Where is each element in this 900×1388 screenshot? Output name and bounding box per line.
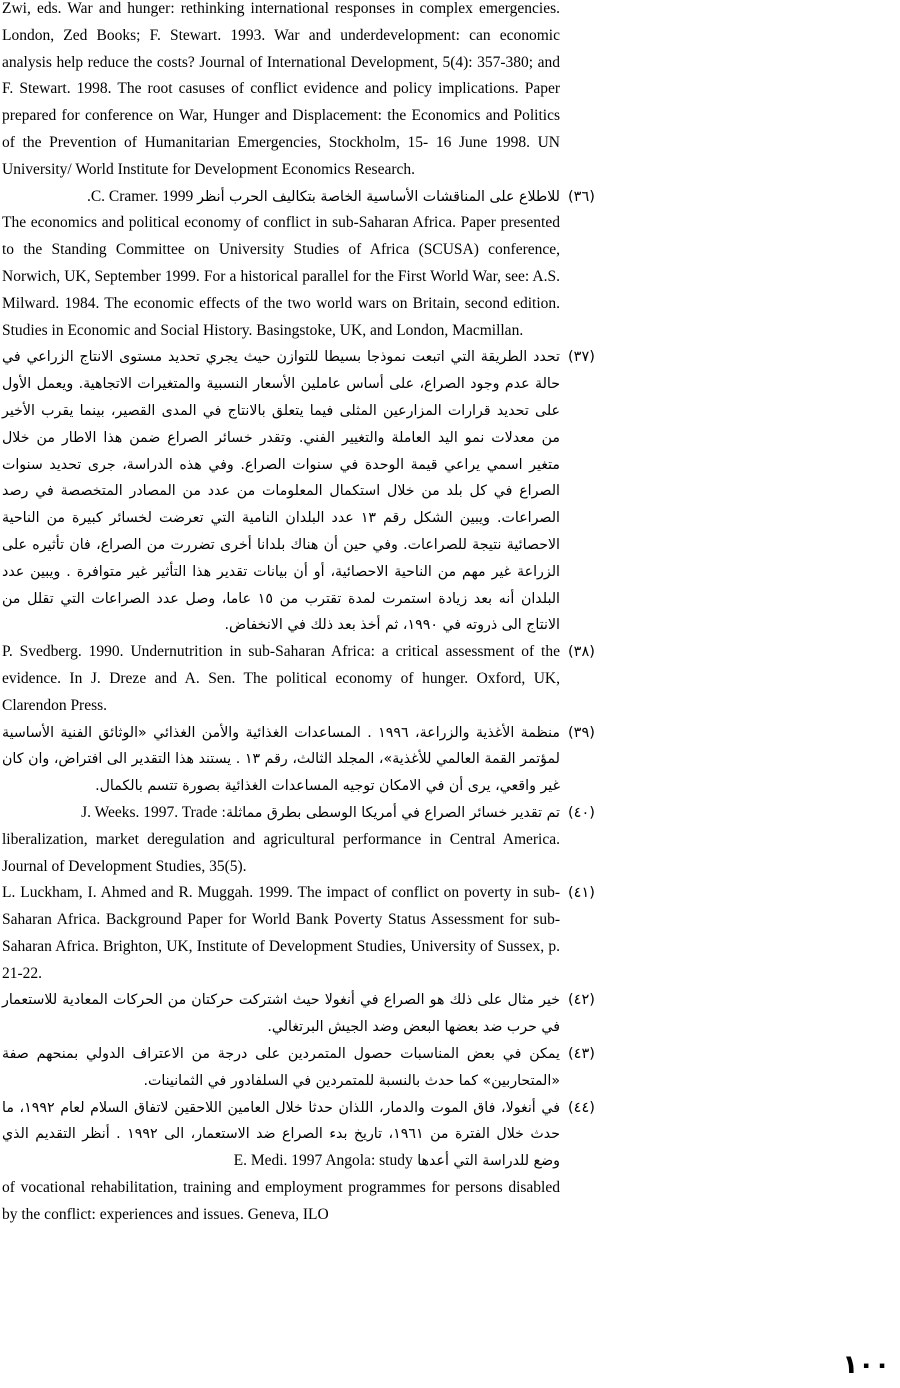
footnote-37 bbox=[2, 344, 595, 639]
footnote-44-english: E. Medi. 1997 Angola: study bbox=[233, 1152, 413, 1170]
footnote-43 bbox=[2, 1041, 595, 1095]
footnote-42-text: خير مثال على ذلك هو الصراع في أنغولا حيث اشتركت حركتان من الحركات المعادية للاستعمار في حرب ضد بعضها البعض وضد الجيش البرتغالي. bbox=[2, 992, 560, 1036]
footnote-40-english: J. Weeks. 1997. Trade bbox=[81, 803, 218, 821]
footnote-40 bbox=[2, 800, 595, 880]
footnote-36-arabic: للاطلاع على المناقشات الأساسية الخاصة بتكاليف الحرب أنظر bbox=[197, 188, 560, 205]
footnote-36 bbox=[2, 184, 595, 345]
footnote-44-text bbox=[2, 1095, 560, 1175]
footnote-40-text: liberalization, market deregulation and agricultural performance in Central America. Journal of Development Studies, 35(5). bbox=[2, 830, 560, 875]
footnote-number: (٤٣) bbox=[568, 1046, 595, 1063]
footnote-39 bbox=[2, 720, 595, 800]
footnotes-column bbox=[2, 0, 595, 1229]
footnote-36-english: C. Cramer. 1999. bbox=[86, 187, 194, 205]
footnote-41 bbox=[2, 880, 595, 987]
footnote-37-text: تحدد الطريقة التي اتبعت نموذجا بسيطا للتوازن حيث يجري تحديد مستوى الانتاج الزراعي في حالة عدم وجود الصراع، على أساس عاملين الأسعار النسبية والمتغيرات الاتجاهية. ويعمل الأول على تحديد قرارات المزارعين المثلى فيما يتعلق بالانتاج في المدى القصير، بينما يقرب الأخير من معدلات نمو اليد العاملة والتغيير الفني. وتقدر خسائر الصراع ضمن هذا الاطار من خلال متغير اسمي يراعي قيمة الوحدة في سنوات الصراع. وفي هذه الدراسة، جرى تحديد سنوات الصراع في كل بلد من خلال استكمال المعلومات من عدد من المصادر المتخصصة في رصد الصراعات. ويبين الشكل رقم ١٣ عدد البلدان النامية التي تعرضت لخسائر كبيرة من الناحية الاحصائية نتيجة للصراعات. وفي حين أن هناك بلدانا أخرى تضررت من الصراع، فان تأثيره على الزراعة غير مهم من الناحية الاحصائية، أو أن بيانات تقدير هذا التأثير غير متوافرة . ويبين عدد البلدان أنه بعد زيادة استمرت لمدة تقترب من ١٥ عاما، وصل عدد الصراعات التي تقلل من الانتاج الى ذروته في ١٩٩٠، ثم أخذ بعد ذلك في الانخفاض. bbox=[2, 349, 560, 634]
footnote-40-arabic: تم تقدير خسائر الصراع في أمريكا الوسطى بطرق مماثلة: bbox=[221, 804, 560, 821]
footnote-continuation: Zwi, eds. War and hunger: rethinking international responses in complex emergencies. London, Zed Books; F. Stewart. 1993. War and underdevelopment: can economic analysis help reduce the costs? Journal of International Development, 5(4): 357-380; and F. Stewart. 1998. The root casuses of conflict evidence and policy implications. Paper prepared for conference on War, Hunger and Displacement: the Economics and Politics of the Prevention of Humanitarian Emergencies, Stockholm, 15- 16 June 1998. UN University/ World Institute for Development Economics Research. bbox=[2, 0, 560, 178]
footnote-number: (٣٨) bbox=[568, 644, 595, 661]
page-number: ١٠٠ bbox=[842, 1350, 890, 1380]
footnote-40-lead bbox=[2, 800, 560, 827]
footnote-44-arabic: أنظر التقديم الذي وضع للدراسة التي أعدها bbox=[2, 1126, 560, 1170]
footnote-38 bbox=[2, 639, 595, 719]
footnote-number: (٤١) bbox=[568, 885, 595, 902]
footnote-number: (٤٠) bbox=[568, 804, 595, 821]
footnote-number: (٣٦) bbox=[568, 188, 595, 205]
footnote-number: (٣٧) bbox=[568, 349, 595, 366]
footnote-44 bbox=[2, 1095, 595, 1229]
footnote-44-tail: of vocational rehabilitation, training and employment programmes for persons disabled by the conflict: experiences and issues. Geneva, ILO bbox=[2, 1179, 560, 1223]
footnote-43-text: يمكن في بعض المناسبات حصول المتمردين على درجة من الاعتراف الدولي بمنحهم صفة «المتحاربين» كما حدث بالنسبة للمتمردين في السلفادور في الثمانينات. bbox=[2, 1046, 560, 1089]
footnote-41-text: L. Luckham, I. Ahmed and R. Muggah. 1999. The impact of conflict on poverty in sub-Saharan Africa. Background Paper for World Bank Poverty Status Assessment for sub-Saharan Africa. Brighton, UK, Institute of Development Studies, University of Sussex, p. 21-22. bbox=[2, 884, 560, 982]
footnote-36-text: The economics and political economy of conflict in sub-Saharan Africa. Paper presented to the Standing Committee on University Studies of Africa (SCUSA) conference, Norwich, UK, September 1999. For a historical parallel for the First World War, see: A.S. Milward. 1984. The economic effects of the two world wars on Britain, second edition. Studies in Economic and Social History. Basingstoke, UK, and London, Macmillan. bbox=[2, 214, 560, 339]
footnote-number: (٤٤) bbox=[568, 1099, 595, 1116]
footnote-44-arabic-body: في أنغولا، فاق الموت والدمار، اللذان حدثا خلال العامين اللاحقين لاتفاق السلام لعام ١٩٩٢، ما حدث خلال الفترة من ١٩٦١، تاريخ بدء الصراع ضد الاستعمار، الى ١٩٩٢ . bbox=[2, 1099, 560, 1143]
footnote-36-lead bbox=[2, 184, 560, 211]
footnote-39-text: منظمة الأغذية والزراعة، ١٩٩٦ . المساعدات الغذائية والأمن الغذائي «الوثائق الفنية الأساسية لمؤتمر القمة العالمي للأغذية»، المجلد الثالث، رقم ١٣ . يستند هذا التقدير الى افتراض، وان كان غير واقعي، يرى أن في الامكان توجيه المساعدات الغذائية بصورة تتسم بالكمال. bbox=[2, 724, 561, 795]
footnote-number: (٤٢) bbox=[568, 992, 595, 1009]
footnote-42 bbox=[2, 987, 595, 1041]
footnote-38-text: P. Svedberg. 1990. Undernutrition in sub-Saharan Africa: a critical assessment of the evidence. In J. Dreze and A. Sen. The political economy of hunger. Oxford, UK, Clarendon Press. bbox=[2, 643, 560, 714]
footnote-number: (٣٩) bbox=[568, 724, 595, 741]
